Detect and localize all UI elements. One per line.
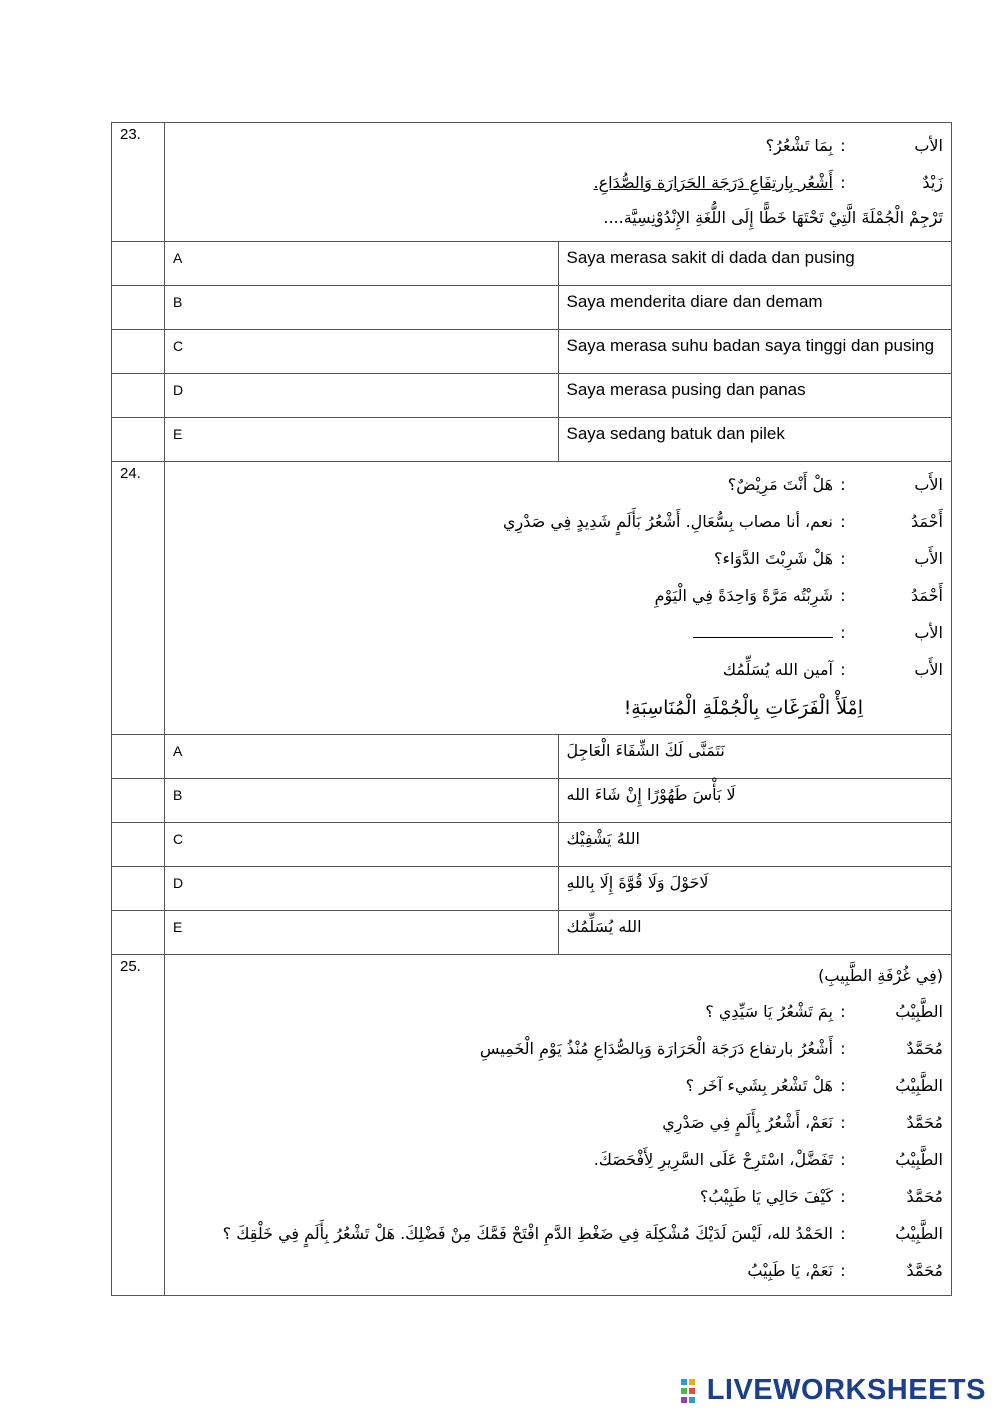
option-letter: C (165, 823, 559, 867)
dialog-line: مُحَمَّدٌ : نَعَمْ، أَشْعُرُ بِأَلَمٍ فِي صَدْرِي (173, 1104, 943, 1141)
dialog-line: الأَب : هَلْ أَنْتَ مَرِيْضٌ؟ (173, 466, 943, 503)
utterance: أَشْعُرُ بارتفاع دَرَجَة الْحَرَارَة وَبِالصُّدَاعِ مُنْذُ يَوْمِ الْخَمِيسِ (479, 1039, 833, 1058)
option-answer[interactable]: Saya sedang batuk dan pilek (558, 418, 952, 462)
option-text: الله يُسَلِّمُك (566, 917, 642, 936)
speaker: مُحَمَّدٌ (906, 1187, 943, 1206)
question-instruction: اِمْلَأْ الْفَرَغَاتِ بِالْجُمْلَةِ الْمُنَاسِبَةِ! (623, 697, 863, 719)
dialog-line: مُحَمَّدٌ : أَشْعُرُ بارتفاع دَرَجَة الْحَرَارَة وَبِالصُّدَاعِ مُنْذُ يَوْمِ الْخَمِيسِ (173, 1030, 943, 1067)
dialog-line: الطَّبِيْبُ : بِمَ تَشْعُرُ يَا سَيِّدِي ؟ (173, 993, 943, 1030)
speaker: الطَّبِيْبُ (895, 1224, 943, 1243)
brand-name: LIVEWORKSHEETS (706, 1374, 986, 1406)
question-number: 23. (112, 123, 165, 242)
dialog-line: زَيْدٌ : أَشْعُر بِارتِفَاعِ دَرَجَة الحَرَارَة وَالصُّدَاعِ. (173, 164, 943, 201)
option-answer[interactable]: Saya menderita diare dan demam (558, 286, 952, 330)
option-letter: A (165, 735, 559, 779)
option-text: لَا بَأْسَ طَهُوْرًا إِنْ شَاءَ الله (566, 785, 736, 804)
dialog-line: الأب : (173, 614, 943, 651)
dialog-line: الطَّبِيْبُ : هَلْ تَشْعُر بِشَيء آخَر ؟ (173, 1067, 943, 1104)
dialog-line: الأَب : آمين الله يُسَلِّمُك (173, 651, 943, 688)
option-answer[interactable] (558, 911, 952, 955)
utterance: هَلْ شَرِبْتَ الدَّوَاء؟ (713, 549, 833, 568)
speaker: مُحَمَّدٌ (906, 1113, 943, 1132)
speaker: مُحَمَّدٌ (906, 1261, 943, 1280)
utterance: شَرِبْتُه مَرَّةً وَاحِدَةً فِي الْيَوْمِ (654, 586, 833, 605)
speaker: الأَب (914, 549, 943, 568)
option-letter: E (165, 418, 559, 462)
option-answer[interactable] (558, 779, 952, 823)
option-answer[interactable] (558, 867, 952, 911)
utterance: نَعَمْ، يَا طَبِيْبُ (747, 1261, 833, 1280)
option-letter: D (165, 374, 559, 418)
option-text: اللهُ يَشْفِيْك (566, 829, 640, 848)
option-letter: B (165, 779, 559, 823)
option-answer[interactable] (558, 735, 952, 779)
dialog-line: أَحْمَدُ : نعم، أنا مصاب بِسُّعَالِ. أَشْعُرُ بَأَلَمٍ شَدِيدٍ فِي صَدْرِي (173, 503, 943, 540)
speaker: أَحْمَدُ (911, 512, 943, 531)
speaker: مُحَمَّدٌ (906, 1039, 943, 1058)
scene-heading: (فِي غُرْفَةِ الطَّبِيبِ) (818, 966, 943, 985)
speaker: أَحْمَدُ (911, 586, 943, 605)
option-answer[interactable]: Saya merasa pusing dan panas (558, 374, 952, 418)
utterance: نعم، أنا مصاب بِسُّعَالِ. أَشْعُرُ بَأَلَمٍ شَدِيدٍ فِي صَدْرِي (503, 512, 833, 531)
speaker: الطَّبِيْبُ (895, 1076, 943, 1095)
option-text: نَتَمَنَّى لَكَ الشِّفَاءَ الْعَاجِلَ (566, 741, 725, 760)
utterance: هَلْ أَنْتَ مَرِيْضٌ؟ (727, 475, 833, 494)
underlined-utterance: أَشْعُر بِارتِفَاعِ دَرَجَة الحَرَارَة وَالصُّدَاعِ. (593, 173, 833, 192)
utterance: الحَمْدُ لله، لَيْسَ لَدَيْكَ مُشْكِلَة فِي ضَغْطِ الدَّمِ افْتَحْ فَمَّكَ مِنْ فَضْلِكَ. هَلْ تَشْعُرُ بِأَلَمٍ فِي خَلْقِكَ ؟ (222, 1224, 833, 1243)
question-23-prompt (165, 123, 952, 242)
dialog-line: الطَّبِيْبُ : تَفَضَّلْ، اسْتَرِحْ عَلَى السَّرِيرِ لِأَفْحَصَكَ. (173, 1141, 943, 1178)
speaker: زَيْدٌ (922, 173, 943, 192)
answer-blank[interactable] (693, 621, 833, 638)
dialog-line: أَحْمَدُ : شَرِبْتُه مَرَّةً وَاحِدَةً فِي الْيَوْمِ (173, 577, 943, 614)
dialog-line: الأب : بِمَا تَشْعُرُ؟ (173, 127, 943, 164)
liveworksheets-logo-icon (681, 1379, 703, 1403)
utterance: هَلْ تَشْعُر بِشَيء آخَر ؟ (685, 1076, 833, 1095)
speaker: الأَب (914, 660, 943, 679)
option-answer[interactable]: Saya merasa suhu badan saya tinggi dan pusing (558, 330, 952, 374)
option-letter: A (165, 242, 559, 286)
utterance: كَيْفَ حَالِي يَا طَبِيْبُ؟ (699, 1187, 833, 1206)
utterance: نَعَمْ، أَشْعُرُ بِأَلَمٍ فِي صَدْرِي (662, 1113, 833, 1132)
question-25-prompt (165, 955, 952, 1296)
option-text: لَاحَوْلَ وَلَا قُوَّةَ إِلَا بِاللهِ (566, 873, 709, 892)
dialog-line: مُحَمَّدٌ : كَيْفَ حَالِي يَا طَبِيْبُ؟ (173, 1178, 943, 1215)
option-letter: C (165, 330, 559, 374)
question-24-prompt (165, 462, 952, 735)
speaker: الأب (914, 623, 943, 642)
utterance: آمين الله يُسَلِّمُك (722, 660, 833, 679)
utterance: تَفَضَّلْ، اسْتَرِحْ عَلَى السَّرِيرِ لِأَفْحَصَكَ. (593, 1150, 833, 1169)
speaker: الطَّبِيْبُ (895, 1150, 943, 1169)
question-number: 25. (112, 955, 165, 1296)
dialog-line: مُحَمَّدٌ : نَعَمْ، يَا طَبِيْبُ (173, 1252, 943, 1289)
dialog-line: الطَّبِيْبُ : الحَمْدُ لله، لَيْسَ لَدَيْكَ مُشْكِلَة فِي ضَغْطِ الدَّمِ افْتَحْ فَمَّكَ مِنْ فَضْلِكَ. هَلْ تَشْعُرُ بِأَلَمٍ فِي خَلْقِكَ ؟ (173, 1215, 943, 1252)
option-letter: E (165, 911, 559, 955)
option-letter: B (165, 286, 559, 330)
option-letter: D (165, 867, 559, 911)
option-answer[interactable] (558, 823, 952, 867)
speaker: الطَّبِيْبُ (895, 1002, 943, 1021)
speaker: الأَب (914, 475, 943, 494)
utterance: بِمَا تَشْعُرُ؟ (765, 136, 833, 155)
question-number: 24. (112, 462, 165, 735)
speaker: الأب (914, 136, 943, 155)
utterance: بِمَ تَشْعُرُ يَا سَيِّدِي ؟ (705, 1002, 833, 1021)
question-instruction: تَرْجِمْ الْجُمْلَةَ الَّتِيْ تَحْتَهَا خَطًّا إِلَى اللُّغَةِ الإِنْدُوْنِسِيَّة.... (603, 208, 943, 227)
option-answer[interactable]: Saya merasa sakit di dada dan pusing (558, 242, 952, 286)
dialog-line: الأَب : هَلْ شَرِبْتَ الدَّوَاء؟ (173, 540, 943, 577)
liveworksheets-logo[interactable] (681, 1374, 986, 1407)
worksheet-table (111, 122, 952, 1296)
